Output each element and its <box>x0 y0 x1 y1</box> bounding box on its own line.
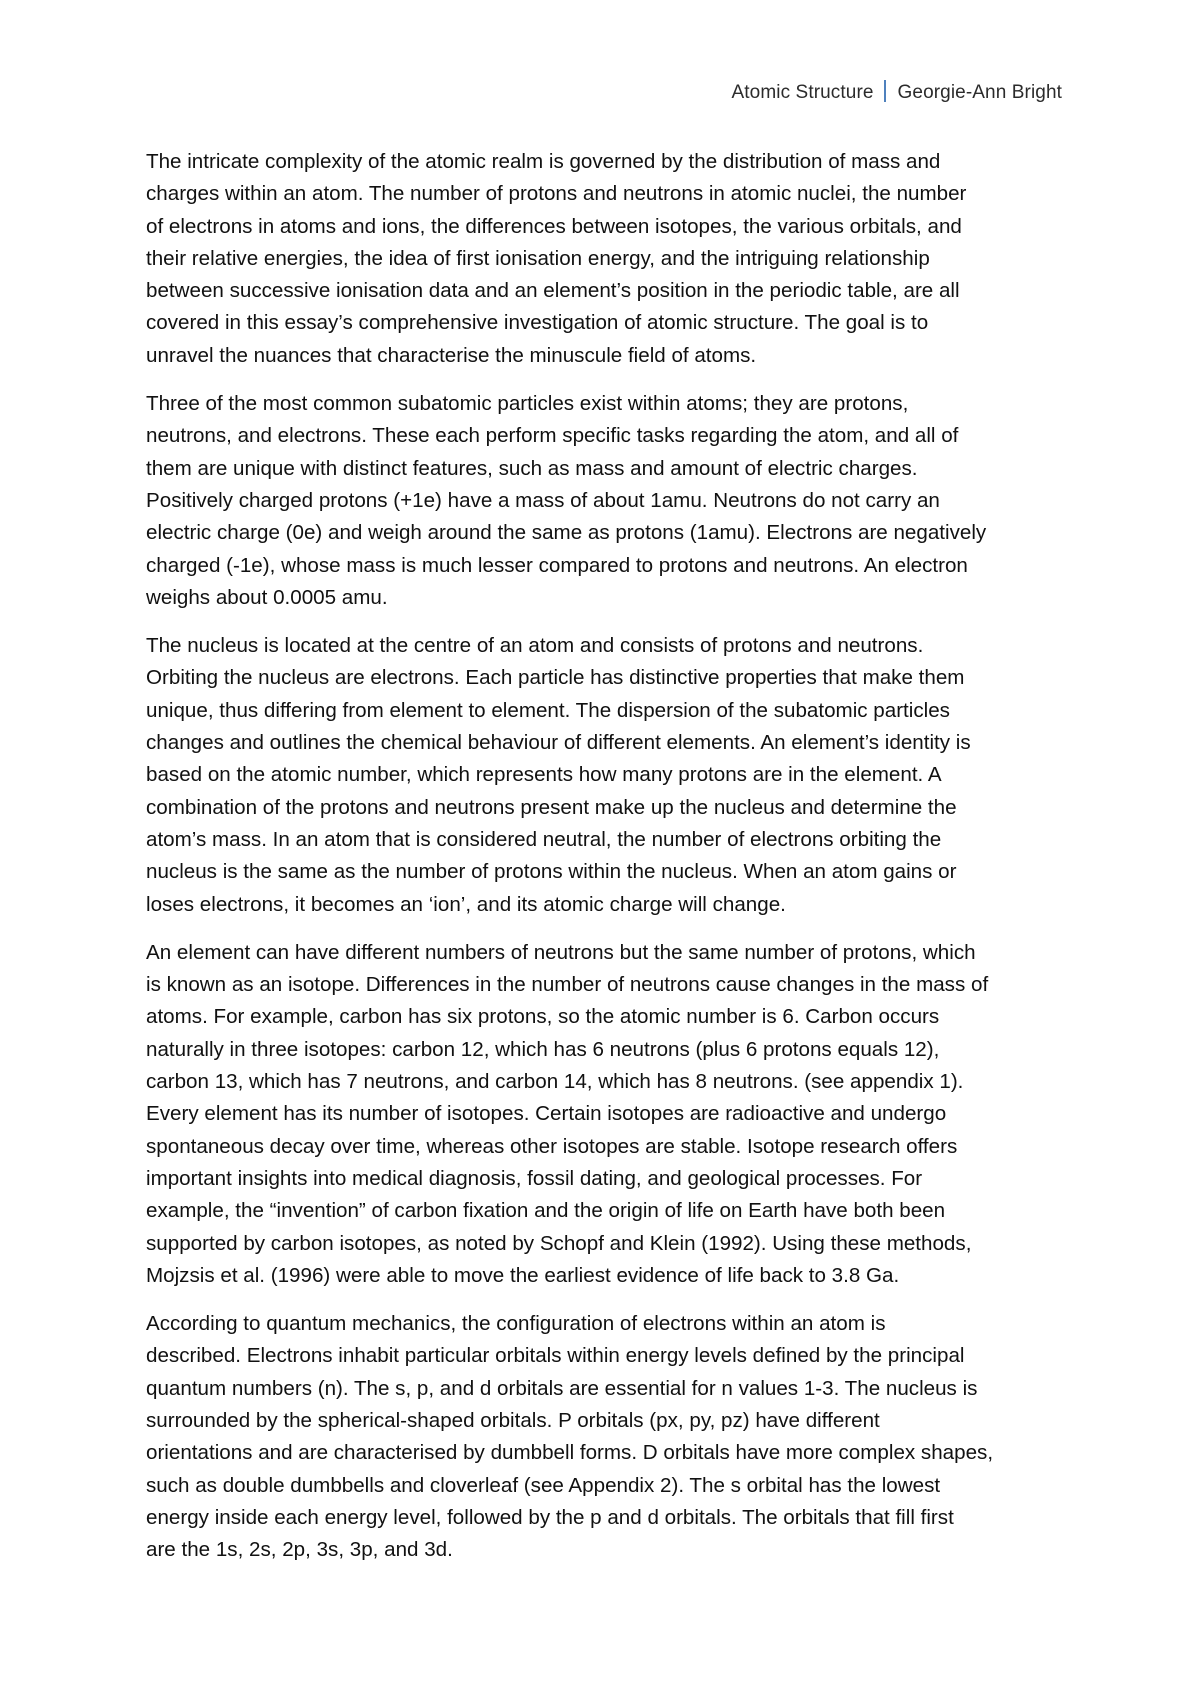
text-line: An element can have different numbers of neutrons but the same number of protons, which <box>146 940 976 964</box>
text-line: carbon 13, which has 7 neutrons, and carbon 14, which has 8 neutrons. (see appendix 1). <box>146 1070 964 1094</box>
text-line: neutrons, and electrons. These each perform specific tasks regarding the atom, and all of <box>146 424 959 448</box>
text-line: surrounded by the spherical-shaped orbitals. P orbitals (px, py, pz) have different <box>146 1408 880 1432</box>
text-line: Three of the most common subatomic particles exist within atoms; they are protons, <box>146 392 909 416</box>
text-line: changes and outlines the chemical behaviour of different elements. An element’s identity is <box>146 731 971 755</box>
text-line: atoms. For example, carbon has six protons, so the atomic number is 6. Carbon occurs <box>146 1005 940 1029</box>
text-line: of electrons in atoms and ions, the differences between isotopes, the various orbitals, and <box>146 214 962 238</box>
text-line: The nucleus is located at the centre of an atom and consists of protons and neutrons. <box>146 634 924 658</box>
paragraph-orbitals <box>146 1308 1068 1566</box>
text-line: important insights into medical diagnosis, fossil dating, and geological processes. For <box>146 1166 923 1190</box>
header-author: Georgie-Ann Bright <box>897 82 1062 103</box>
text-line: unique, thus differing from element to element. The dispersion of the subatomic particles <box>146 698 950 722</box>
text-line: combination of the protons and neutrons present make up the nucleus and determine the <box>146 795 957 819</box>
header-separator <box>884 80 886 102</box>
text-line: them are unique with distinct features, such as mass and amount of electric charges. <box>146 456 918 480</box>
text-line: quantum numbers (n). The s, p, and d orbitals are essential for n values 1-3. The nucleus is <box>146 1376 978 1400</box>
text-line: spontaneous decay over time, whereas other isotopes are stable. Isotope research offers <box>146 1134 958 1158</box>
text-line: Every element has its number of isotopes. Certain isotopes are radioactive and undergo <box>146 1102 947 1126</box>
text-line: Mojzsis et al. (1996) were able to move the earliest evidence of life back to 3.8 Ga. <box>146 1263 900 1287</box>
text-line: The intricate complexity of the atomic realm is governed by the distribution of mass and <box>146 150 941 173</box>
text-line: based on the atomic number, which represents how many protons are in the element. A <box>146 763 942 787</box>
header-title: Atomic Structure <box>731 82 874 103</box>
text-line: nucleus is the same as the number of protons within the nucleus. When an atom gains or <box>146 860 957 884</box>
text-line: electric charge (0e) and weigh around the same as protons (1amu). Electrons are negatively <box>146 521 987 545</box>
essay-body <box>146 146 1068 1582</box>
text-line: charged (-1e), whose mass is much lesser compared to protons and neutrons. An electron <box>146 553 968 577</box>
text-line: energy inside each energy level, followed by the p and d orbitals. The orbitals that fill first <box>146 1505 954 1529</box>
text-line: described. Electrons inhabit particular orbitals within energy levels defined by the principal <box>146 1344 965 1368</box>
text-line: supported by carbon isotopes, as noted by Schopf and Klein (1992). Using these methods, <box>146 1231 972 1255</box>
text-line: unravel the nuances that characterise the minuscule field of atoms. <box>146 343 757 367</box>
paragraph-nucleus <box>146 630 1068 921</box>
text-line: Positively charged protons (+1e) have a mass of about 1amu. Neutrons do not carry an <box>146 488 940 512</box>
text-line: According to quantum mechanics, the configuration of electrons within an atom is <box>146 1312 886 1336</box>
page-header <box>732 80 1062 104</box>
text-line: between successive ionisation data and an element’s position in the periodic table, are all <box>146 279 960 303</box>
text-line: such as double dumbbells and cloverleaf (see Appendix 2). The s orbital has the lowest <box>146 1473 941 1497</box>
text-line: orientations and are characterised by dumbbell forms. D orbitals have more complex shapes, <box>146 1441 994 1465</box>
paragraph-isotopes <box>146 937 1068 1292</box>
text-line: are the 1s, 2s, 2p, 3s, 3p, and 3d. <box>146 1538 453 1562</box>
text-line: loses electrons, it becomes an ‘ion’, and its atomic charge will change. <box>146 892 786 916</box>
text-line: example, the “invention” of carbon fixation and the origin of life on Earth have both been <box>146 1199 946 1223</box>
text-line: weighs about 0.0005 amu. <box>146 585 388 609</box>
text-line: naturally in three isotopes: carbon 12, which has 6 neutrons (plus 6 protons equals 12), <box>146 1037 940 1061</box>
text-line: is known as an isotope. Differences in the number of neutrons cause changes in the mass of <box>146 973 989 997</box>
text-line: charges within an atom. The number of protons and neutrons in atomic nuclei, the number <box>146 182 967 206</box>
text-line: their relative energies, the idea of first ionisation energy, and the intriguing relationship <box>146 246 930 270</box>
paragraph-intro <box>146 146 1068 372</box>
text-line: covered in this essay’s comprehensive investigation of atomic structure. The goal is to <box>146 311 929 335</box>
paragraph-subatomic-particles <box>146 388 1068 614</box>
text-line: atom’s mass. In an atom that is considered neutral, the number of electrons orbiting the <box>146 827 942 851</box>
text-line: Orbiting the nucleus are electrons. Each particle has distinctive properties that make them <box>146 666 965 690</box>
